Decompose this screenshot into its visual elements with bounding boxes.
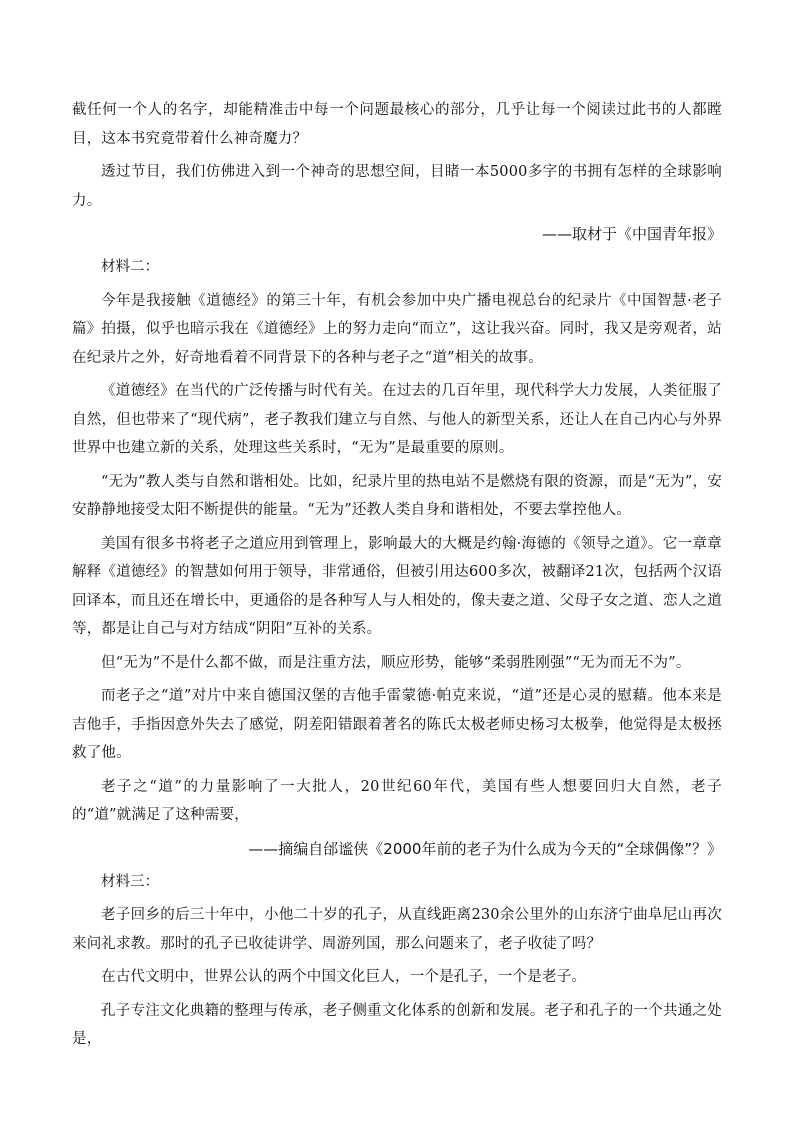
source-citation: ——取材于《中国青年报》 (541, 225, 722, 243)
section-heading: 材料三： (101, 873, 159, 890)
paragraph: 今年是我接触《道德经》的第三十年，有机会参加中央广播电视总台的纪录片《中国智慧·老子篇》拍摄，似乎也暗示我在《道德经》上的努力走向“而立”，这让我兴奋。同时，我又是旁观者，站在纪录片之外，好奇地看着不同背景下的各种与老子之“道”相关的故事。 (72, 292, 722, 366)
paragraph: “无为”教人类与自然和谐相处。比如，纪录片里的热电站不是燃烧有限的资源，而是“无为”，安安静静地接受太阳不断提供的能量。“无为”还教人类自身和谐相处，不要去掌控他人。 (72, 473, 722, 518)
paragraph: 孔子专注文化典籍的整理与传承，老子侧重文化体系的创新和发展。老子和孔子的一个共通之处是， (72, 1002, 722, 1047)
section-heading: 材料二： (101, 259, 159, 275)
paragraph: 而老子之“道”对片中来自德国汉堡的吉他手雷蒙德·帕克来说，“道”还是心灵的慰藉。他本来是吉他手，手指因意外失去了感觉，阴差阳错跟着著名的陈氏太极老师史杨习太极拳，他觉得是太极拯救了他。 (72, 688, 722, 761)
paragraph: 老子之“道”的力量影响了一大批人，20世纪60年代，美国有些人想要回归大自然，老子的“道”就满足了这种需要， (72, 778, 722, 823)
paragraph: 在古代文明中，世界公认的两个中国文化巨人，一个是孔子，一个是老子。 (101, 969, 587, 985)
paragraph: 透过节目，我们仿佛进入到一个神奇的思想空间，目睹一本5000多字的书拥有怎样的全球影响力。 (72, 164, 722, 209)
paragraph: 《道德经》在当代的广泛传播与时代有关。在过去的几百年里，现代科学大力发展，人类征服了自然，但也带来了“现代病”，老子教我们建立与自然、与他人的新型关系，还让人在自己内心与外界世界中也建立新的关系，处理这些关系时，“无为”是最重要的原则。 (72, 383, 722, 456)
paragraph: 但“无为”不是什么都不做，而是注重方法，顺应形势，能够“柔弱胜刚强”“无为而无不为”。 (101, 654, 691, 671)
paragraph: 美国有很多书将老子之道应用到管理上，影响最大的大概是约翰·海德的《领导之道》。它一章章解释《道德经》的智慧如何用于领导，非常通俗，但被引用达600多次，被翻译21次，包括两个汉语回译本，而且还在增长中，更通俗的是各种写人与人相处的，像夫妻之道、父母子女之道、恋人之道等，都是让自己与对方结成“阴阳”互补的关系。 (72, 535, 722, 637)
paragraph: 老子回乡的后三十年中，小他二十岁的孔子，从直线距离230余公里外的山东济宁曲阜尼山再次来问礼求教。那时的孔子已收徒讲学、周游列国，那么问题来了，老子收徒了吗？ (72, 907, 722, 952)
paragraph: 截任何一个人的名字，却能精准击中每一个问题最核心的部分，几乎让每一个阅读过此书的人都瞠目，这本书究竟带着什么神奇魔力？ (72, 102, 722, 147)
source-citation: ——摘编自邰谧侠《2000年前的老子为什么成为今天的“全球偶像”？》 (248, 839, 722, 858)
document-page (72, 96, 722, 1059)
